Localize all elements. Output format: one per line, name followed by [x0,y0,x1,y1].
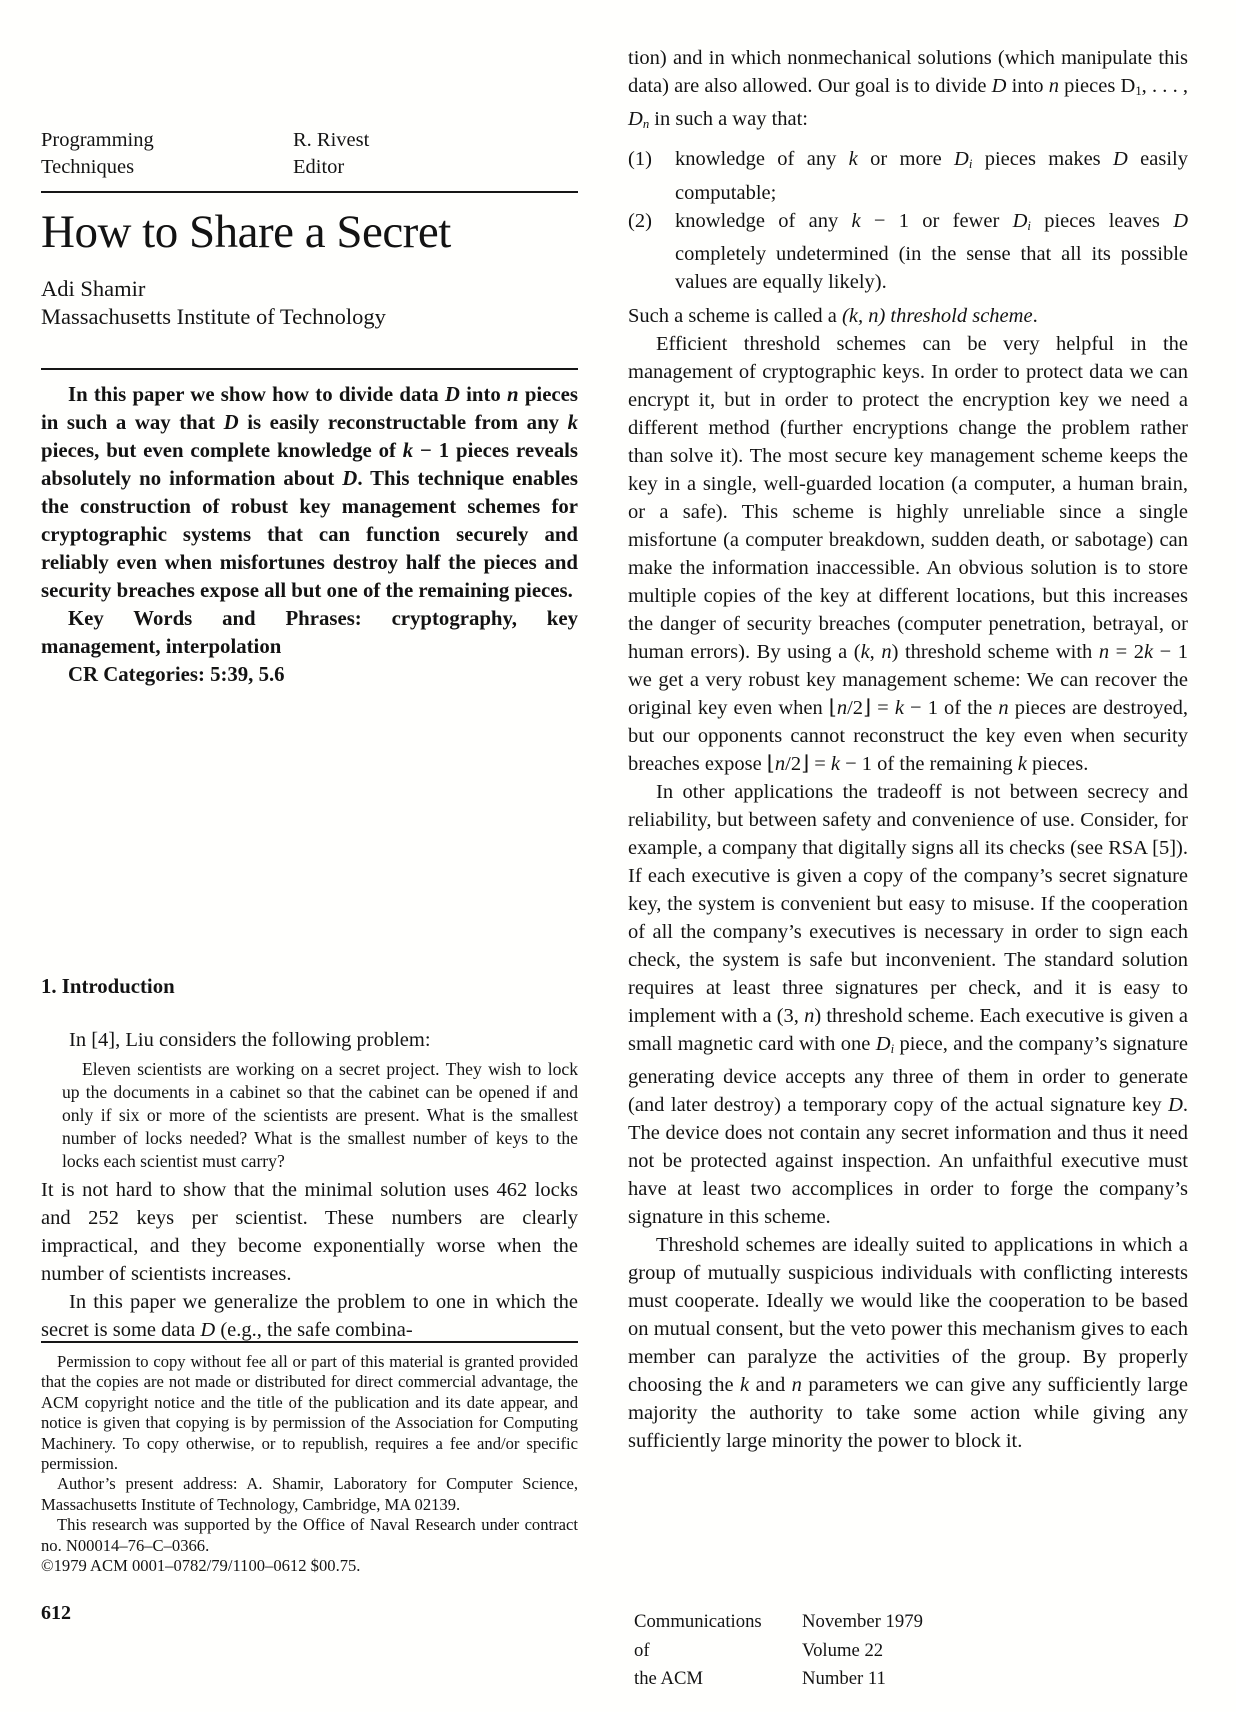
abstract-cr-categories: CR Categories: 5:39, 5.6 [68,662,285,686]
intro-paragraph-1: In [4], Liu considers the following problem: [69,1029,431,1051]
abstract [41,381,578,689]
masthead [41,127,578,181]
footnote-divider [41,1341,578,1343]
abstract-keywords: Key Words and Phrases: cryptography, key management, interpolation [41,606,578,658]
journal-name-line3: the ACM [634,1668,704,1690]
issue-number: Number 11 [802,1668,886,1690]
list-item [628,207,1188,296]
journal-footer [634,1608,923,1694]
author-affiliation: Massachusetts Institute of Technology [41,303,386,329]
masthead-section-line2: Techniques [41,156,135,178]
list-item-text: knowledge of any k or more $D_i$ pieces makes D easily computable; [675,148,1188,204]
issue-volume: Volume 22 [802,1639,884,1661]
abstract-body: In this paper we show how to divide data D into n pieces in such a way that D is easily reconstructable from any k pieces, but even complete knowledge of k − 1 pieces reveals absolutely no information about D. This technique enables the construction of robust key management schemes for cryptographic systems that can function securely and reliably even when misfortunes destroy half the pieces and security breaches expose all but one of the remaining pieces. [41,382,579,602]
intro-paragraph-2: It is not hard to show that the minimal solution uses 462 locks and 252 keys per scientist. These numbers are clearly impractical, and they become exponentially worse when the number of scientists increases. [41,1179,578,1285]
right-paragraph-1: tion) and in which nonmechanical solutions (which manipulate this data) are also allowed. Our goal is to divide D into n pieces $D_1$, . . . , $D_n$ in such a way that: [628,47,1188,132]
introduction-section [41,973,578,1344]
author-block [41,275,578,331]
masthead-editor [293,127,369,181]
list-item [628,145,1188,206]
list-item-marker: (2) [628,209,652,232]
right-paragraph-5: Threshold schemes are ideally suited to applications in which a group of mutually suspicious individuals with conflicting interests must cooperate. Ideally we would like the cooperation to be based on mutual consent, but the veto power this mechanism gives to each member can paralyze the activities of the group. By properly choosing the k and n parameters we can give any sufficiently large majority the authority to take some action while giving any sufficiently large minority the power to block it. [628,1233,1188,1452]
footnote-funding: This research was supported by the Office of Naval Research under contract no. N00014–76–C–0366. [41,1515,578,1555]
page-number: 612 [41,1602,71,1624]
right-column [628,0,1189,1690]
right-paragraph-3: Efficient threshold schemes can be very helpful in the management of cryptographic keys. In order to protect data we can encrypt it, but in order to protect the encryption key we need a different method (further encryptions change the problem rather than solve it). The most secure key management scheme keeps the key in a single, well-guarded location (a computer, a human brain, or a safe). This scheme is highly unreliable since a single misfortune (a computer breakdown, sudden death, or sabotage) can make the information inaccessible. An obvious solution is to store multiple copies of the key at different locations, but this increases the danger of security breaches (computer penetration, betrayal, or human errors). By using a (k, n) threshold scheme with n = 2k − 1 we get a very robust key management scheme: We can recover the original key even when ⌊n/2⌋ = k − 1 of the n pieces are destroyed, but our opponents cannot reconstruct the key even when security breaches expose ⌊n/2⌋ = k − 1 of the remaining k pieces. [628,332,1188,775]
section-heading-introduction: 1. Introduction [41,975,175,998]
intro-paragraph-3: In this paper we generalize the problem to one in which the secret is some data D (e.g., the safe combina- [41,1291,578,1341]
journal-name [634,1608,802,1694]
journal-name-line1: Communications [634,1611,762,1632]
journal-name-line2: of [634,1639,650,1661]
paper-title: How to Share a Secret [41,206,451,258]
right-paragraph-2: Such a scheme is called a (k, n) threshold scheme. [628,304,1038,327]
footnote-copyright: ©1979 ACM 0001–0782/79/1100–0612 $00.75. [41,1556,361,1576]
threshold-conditions-list [628,145,1188,295]
footnote-block [41,1341,578,1576]
editor-name: R. Rivest [293,129,370,151]
right-paragraph-4: In other applications the tradeoff is not between secrecy and reliability, but between safety and convenience of use. Consider, for example, a company that digitally signs all its checks (see RSA [5]). If each executive is given a copy of the company’s secret signature key, the system is convenient but easy to misuse. If the cooperation of all the company’s executives is necessary in order to sign each check, the system is safe but inconvenient. The standard solution requires at least three signatures per check, and it is easy to implement with a (3, n) threshold scheme. Each executive is given a small magnetic card with one $D_i$ piece, and the company’s signature generating device accepts any three of them in order to generate (and later destroy) a temporary copy of the actual signature key D. The device does not contain any secret information and thus it need not be protected against inspection. An unfaithful executive must have at least two accomplices in order to forge the company’s signature in this scheme. [628,780,1189,1228]
list-item-text: knowledge of any k − 1 or fewer $D_i$ pieces leaves D completely undetermined (in the sense that all its possible values are equally likely). [675,209,1189,293]
editor-role: Editor [293,156,345,178]
masthead-section [41,127,293,181]
left-column [41,0,579,1624]
journal-issue-info [802,1608,923,1694]
masthead-divider [41,191,578,193]
author-name: Adi Shamir [41,275,146,301]
block-quote-scientists-problem: Eleven scientists are working on a secret project. They wish to lock up the documents in a cabinet so that the cabinet can be opened if and only if six or more of the scientists are present. What is the smallest number of locks needed? What is the smallest number of keys to the locks each scientist must carry? [62,1059,578,1171]
list-item-marker: (1) [628,148,652,171]
masthead-section-line1: Programming [41,129,154,151]
footnote-permission: Permission to copy without fee all or part of this material is granted provided that the copies are not made or distributed for direct commercial advantage, the ACM copyright notice and the title of the publication and its date appear, and notice is given that copying is by permission of the Association for Computing Machinery. To copy otherwise, or to republish, requires a fee and/or specific permission. [41,1352,578,1474]
issue-date: November 1979 [802,1611,923,1632]
abstract-divider [41,368,578,370]
footnote-author-address: Author’s present address: A. Shamir, Laboratory for Computer Science, Massachusetts Institute of Technology, Cambridge, MA 02139. [41,1474,578,1514]
